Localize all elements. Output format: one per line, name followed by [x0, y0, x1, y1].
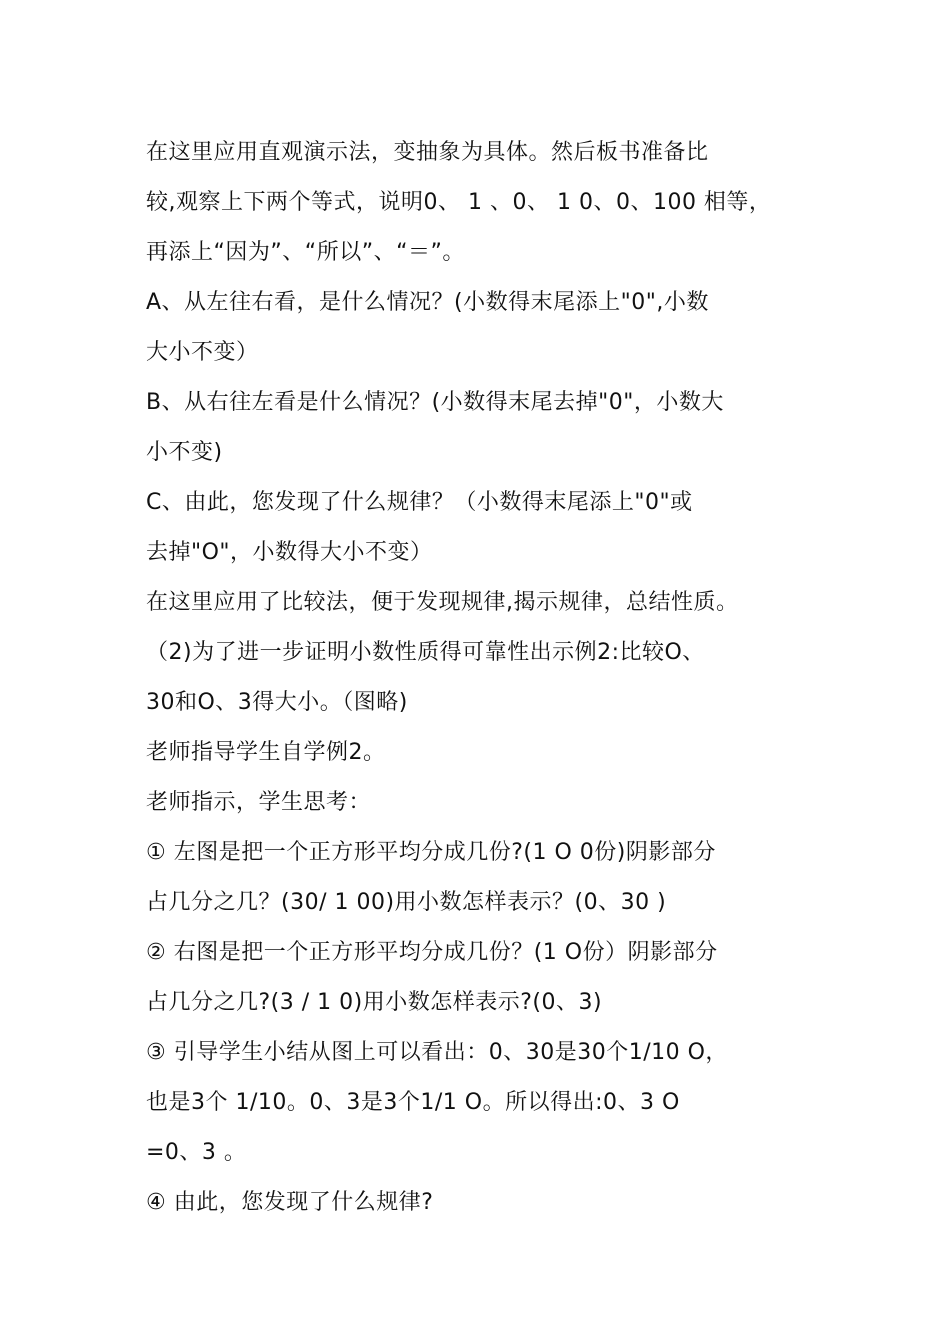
- text-line: 小不变): [146, 440, 223, 465]
- text-line: 老师指导学生自学例2。: [146, 740, 386, 765]
- text-line: 也是3个 1/10。0、3是3个1/1 O。所以得出:0、3 O: [146, 1090, 680, 1115]
- text-line: 再添上“因为”、“所以”、“＝”。: [146, 240, 465, 265]
- text-line: ② 右图是把一个正方形平均分成几份？(1 O份）阴影部分: [146, 940, 718, 965]
- text-line: 在这里应用了比较法，便于发现规律,揭示规律，总结性质。: [146, 590, 739, 615]
- text-line: A、从左往右看，是什么情况？(小数得末尾添上"0",小数: [146, 290, 709, 315]
- text-line: 占几分之几？(30/ 1 00)用小数怎样表示？(0、30 ): [146, 890, 667, 915]
- text-line: ① 左图是把一个正方形平均分成几份?(1 O 0份)阴影部分: [146, 840, 716, 865]
- text-line: 30和O、3得大小。（图略): [146, 690, 408, 715]
- text-line: 占几分之几?(3 / 1 0)用小数怎样表示?(0、3): [146, 990, 603, 1015]
- text-line: B、从右往左看是什么情况？(小数得末尾去掉"0"，小数大: [146, 390, 724, 415]
- text-line: （2)为了进一步证明小数性质得可靠性出示例2:比较O、: [146, 640, 705, 665]
- text-line: 去掉"O"，小数得大小不变）: [146, 540, 433, 565]
- text-line: C、由此，您发现了什么规律？（小数得末尾添上"0"或: [146, 490, 693, 515]
- text-line: 大小不变）: [146, 340, 259, 365]
- body-text: [146, 128, 836, 1228]
- text-line: 较,观察上下两个等式，说明0、 1 、0、 1 0、0、100 相等，: [146, 190, 772, 215]
- text-line: =0、3 。: [146, 1140, 247, 1165]
- text-line: 老师指示，学生思考：: [146, 790, 372, 815]
- text-line: 在这里应用直观演示法，变抽象为具体。然后板书准备比: [146, 140, 709, 165]
- text-line: ③ 引导学生小结从图上可以看出：0、30是30个1/10 O，: [146, 1040, 728, 1065]
- text-line: ④ 由此，您发现了什么规律?: [146, 1190, 434, 1215]
